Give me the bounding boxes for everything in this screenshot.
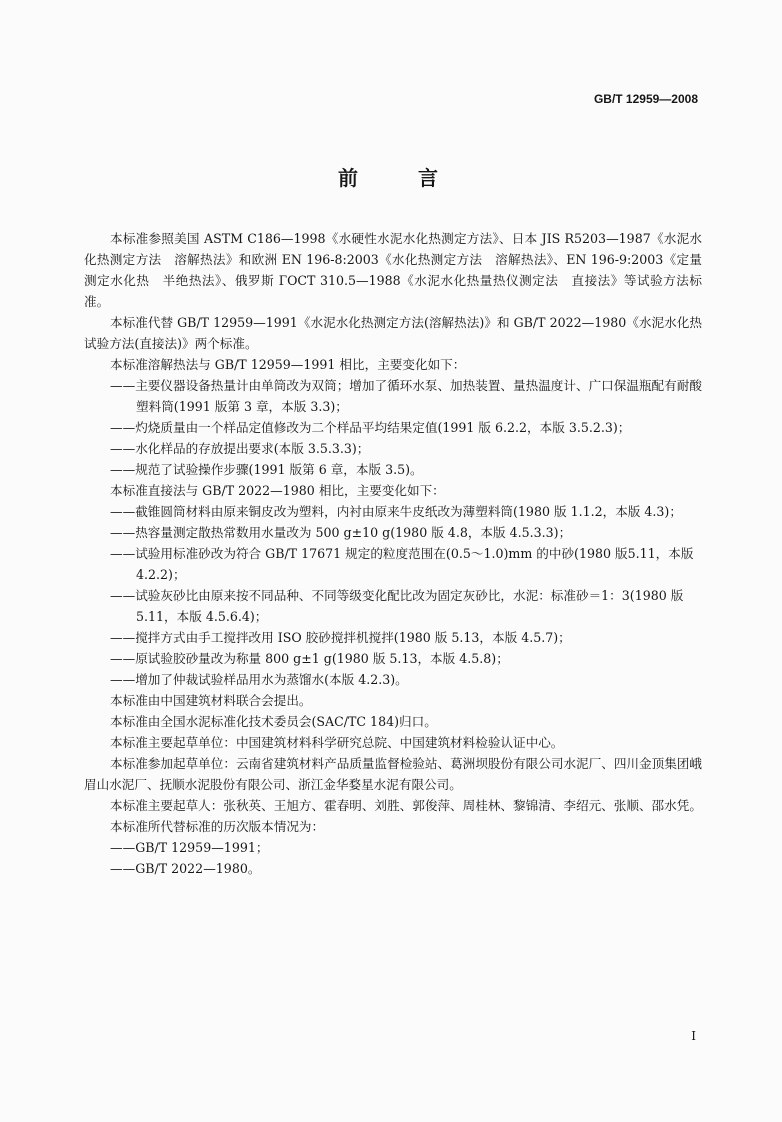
foreword-body <box>84 228 702 879</box>
list-item: ——GB/T 2022—1980。 <box>110 861 261 876</box>
list-item: ——主要仪器设备热量计由单筒改为双筒；增加了循环水泵、加热装置、量热温度计、广口保温瓶配有耐酸塑料筒(1991 版第 3 章，本版 3.3)； <box>110 378 702 414</box>
paragraph: 本标准溶解热法与 GB/T 12959—1991 相比，主要变化如下： <box>110 357 466 372</box>
paragraph: 本标准所代替标准的历次版本情况为： <box>110 819 325 834</box>
list-item: ——规范了试验操作步骤(1991 版第 6 章，本版 3.5)。 <box>110 462 423 477</box>
list-item: ——水化样品的存放提出要求(本版 3.5.3.3)； <box>110 441 370 456</box>
paragraph: 本标准参加起草单位：云南省建筑材料产品质量监督检验站、葛洲坝股份有限公司水泥厂、四川金顶集团峨眉山水泥厂、抚顺水泥股份有限公司、浙江金华婺星水泥有限公司。 <box>84 756 702 792</box>
list-item: ——增加了仲裁试验样品用水为蒸馏水(本版 4.2.3)。 <box>110 672 408 687</box>
standard-number: GB/T 12959—2008 <box>593 92 698 106</box>
list-item: ——截锥圆筒材料由原来铜皮改为塑料，内衬由原来牛皮纸改为薄塑料筒(1980 版 1.1.2，本版 4.3)； <box>110 504 682 519</box>
list-item: ——搅拌方式由手工搅拌改用 ISO 胶砂搅拌机搅拌(1980 版 5.13，本版 4.5.7)； <box>110 630 571 645</box>
list-item: ——试验灰砂比由原来按不同品种、不同等级变化配比改为固定灰砂比，水泥：标准砂＝1：3(1980 版 5.11，本版 4.5.6.4)； <box>110 588 684 624</box>
paragraph: 本标准由全国水泥标准化技术委员会(SAC/TC 184)归口。 <box>110 714 437 729</box>
paragraph: 本标准主要起草人：张秋英、王旭方、霍春明、刘胜、郭俊萍、周桂林、黎锦清、李绍元、张顺、邵水凭。 <box>110 798 702 813</box>
paragraph: 本标准直接法与 GB/T 2022—1980 相比，主要变化如下： <box>110 483 445 498</box>
list-item: ——热容量测定散热常数用水量改为 500 g±10 g(1980 版 4.8，本版 4.5.3.3)； <box>110 525 572 540</box>
paragraph: 本标准参照美国 ASTM C186—1998《水硬性水泥水化热测定方法》、日本 JIS R5203—1987《水泥水化热测定方法 溶解热法》和欧洲 EN 196-8:2003《水化热测定方法 溶解热法》、EN 196-9:2003《定量测定水化热 半绝热法》、俄罗斯 ГОСТ 310.5—1988《水泥水化热量热仪测定法 直接法》等试验方法标准。 <box>84 231 702 309</box>
page-number: I <box>691 1029 696 1043</box>
page-title: 前 言 <box>338 166 458 190</box>
list-item: ——GB/T 12959—1991； <box>110 840 269 855</box>
list-item: ——试验用标准砂改为符合 GB/T 17671 规定的粒度范围在(0.5～1.0)mm 的中砂(1980 版5.11，本版 4.2.2)； <box>110 546 694 582</box>
list-item: ——灼烧质量由一个样品定值修改为二个样品平均结果定值(1991 版 6.2.2，本版 3.5.2.3)； <box>110 420 631 435</box>
paragraph: 本标准主要起草单位：中国建筑材料科学研究总院、中国建筑材料检验认证中心。 <box>110 735 564 750</box>
paragraph: 本标准代替 GB/T 12959—1991《水泥水化热测定方法(溶解热法)》和 GB/T 2022—1980《水泥水化热试验方法(直接法)》两个标准。 <box>84 315 702 351</box>
list-item: ——原试验胶砂量改为称量 800 g±1 g(1980 版 5.13，本版 4.5.8)； <box>110 651 509 666</box>
paragraph: 本标准由中国建筑材料联合会提出。 <box>110 693 312 708</box>
